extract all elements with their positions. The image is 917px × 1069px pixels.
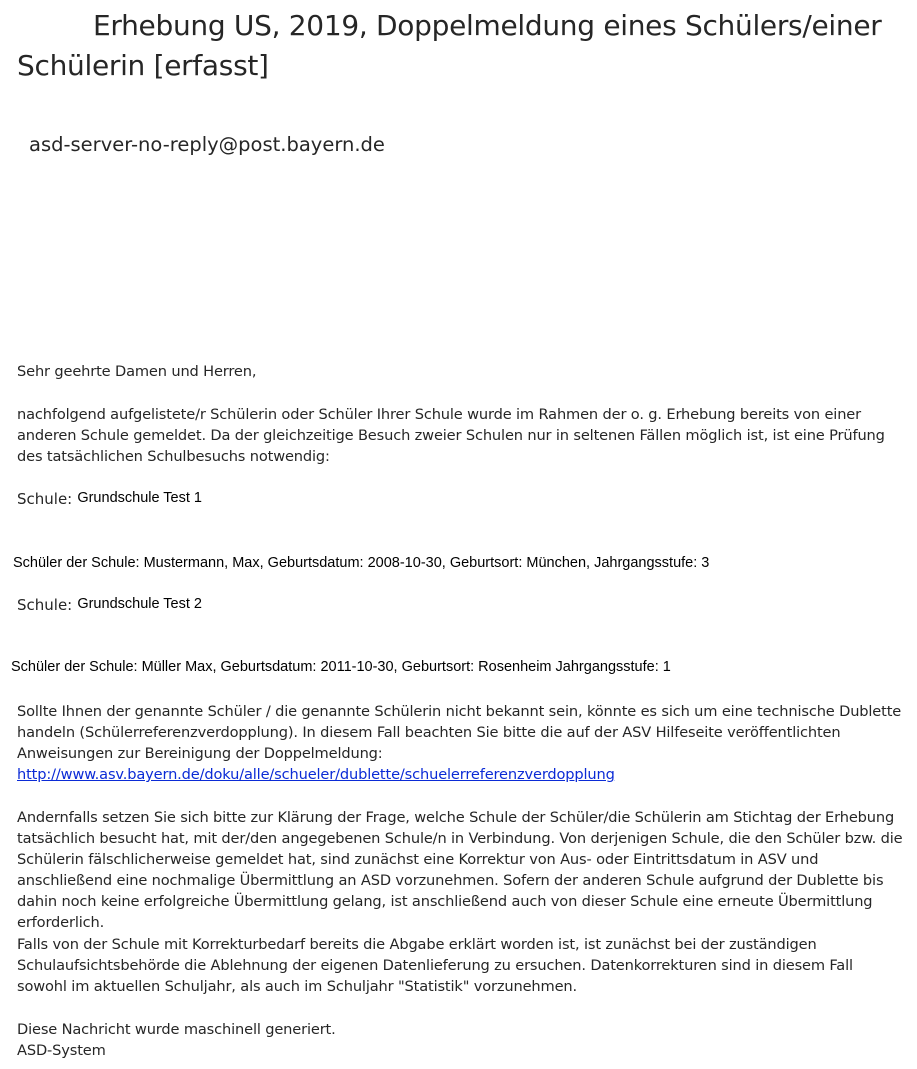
email-subject-line-1: Erhebung US, 2019, Doppelmeldung eines Schülers/einer <box>93 9 882 42</box>
school-entry-1 <box>17 488 912 511</box>
greeting: Sehr geehrte Damen und Herren, <box>17 363 257 380</box>
intro-paragraph: nachfolgend aufgelistete/r Schülerin oder Schüler Ihrer Schule wurde im Rahmen der o. g. Erhebung bereits von einer anderen Schule gemeldet. Da der gleichzeitige Besuch zweier Schulen nur in seltenen Fällen möglich ist, ist eine Prüfung des tatsächlichen Schulbesuchs notwendig: <box>17 406 885 465</box>
school-label: Schule: <box>17 490 73 508</box>
email-subject-line-2: Schülerin [erfasst] <box>17 49 269 82</box>
signature: ASD-System <box>17 1042 106 1059</box>
school-name: Grundschule Test 1 <box>77 490 202 506</box>
otherwise-paragraph: Andernfalls setzen Sie sich bitte zur Klärung der Frage, welche Schule der Schüler/die Schülerin am Stichtag der Erhebung tatsächlich besucht hat, mit der/den angegebenen Schule/n in Verbindung. Von derjenigen Schule, die den Schüler bzw. die Schülerin fälschlicherweise gemeldet hat, sind zunächst eine Korrektur von Aus- oder Eintrittsdatum in ASV und anschließend eine nochmalige Übermittlung an ASD vorzunehmen. Sofern der anderen Schule aufgrund der Dublette bis dahin noch keine erfolgreiche Übermittlung gelang, ist anschließend auch von dieser Schule eine erneute Übermittlung erforderlich. <box>17 809 903 931</box>
closing <box>17 1019 912 1061</box>
student-line-2: Schüler der Schule: Müller Max, Geburtsdatum: 2011-10-30, Geburtsort: Rosenheim Jahrgangsstufe: 1 <box>11 659 671 675</box>
email-subject <box>17 6 897 86</box>
school-entry-2 <box>17 594 912 617</box>
school-name: Grundschule Test 2 <box>77 596 202 612</box>
school-label: Schule: <box>17 596 73 614</box>
email-sender: asd-server-no-reply@post.bayern.de <box>29 133 385 156</box>
generated-note: Diese Nachricht wurde maschinell generiert. <box>17 1021 336 1038</box>
student-line-1: Schüler der Schule: Mustermann, Max, Geburtsdatum: 2008-10-30, Geburtsort: München, Jahrgangsstufe: 3 <box>13 555 710 571</box>
dublette-text: Sollte Ihnen der genannte Schüler / die genannte Schülerin nicht bekannt sein, könnte es sich um eine technische Dublette handeln (Schülerreferenzverdopplung). In diesem Fall beachten Sie bitte die auf der ASV Hilfeseite veröffentlichten Anweisungen zur Bereinigung der Doppelmeldung: <box>17 703 902 762</box>
dublette-paragraph <box>17 701 907 785</box>
abgabe-paragraph: Falls von der Schule mit Korrekturbedarf bereits die Abgabe erklärt worden ist, ist zunächst bei der zuständigen Schulaufsichtsbehörde die Ablehnung der eigenen Datenlieferung zu ersuchen. Datenkorrekturen sind in diesem Fall sowohl im aktuellen Schuljahr, als auch im Schuljahr "Statistik" vorzunehmen. <box>17 936 853 995</box>
asv-help-link[interactable]: http://www.asv.bayern.de/doku/alle/schueler/dublette/schuelerreferenzverdopplung <box>17 766 615 783</box>
